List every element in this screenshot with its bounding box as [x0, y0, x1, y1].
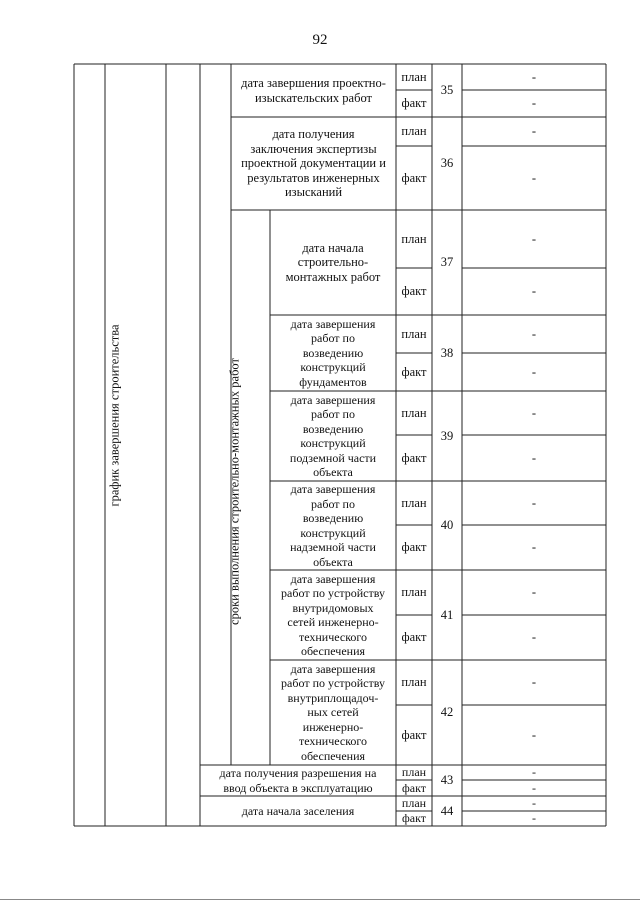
row-43-plan-value: - [532, 765, 536, 780]
row-44-fact-value: - [532, 811, 536, 826]
row-43-number: 43 [440, 773, 454, 788]
row-36-description: дата получения заключения экспертизы проектной документации и результатов инженерных изысканий [241, 127, 386, 200]
row-38-number: 38 [440, 345, 454, 360]
row-41-description: дата завершения работ по устройству внутридомовых сетей инженерно- технического обеспечения [281, 571, 385, 658]
row-41-fact-label: факт [401, 630, 427, 645]
row-39-plan-value: - [531, 405, 537, 420]
row-41-plan-value: - [531, 585, 537, 600]
row-42-fact-value: - [531, 727, 537, 742]
row-44-plan-value: - [532, 796, 536, 811]
row-42-description: дата завершения работ по устройству внутриплощадоч- ных сетей инженерно- технического обеспечения [281, 661, 385, 763]
row-35-fact-label: факт [401, 96, 427, 111]
row-36-fact-label: факт [401, 170, 427, 185]
row-40-plan-label: план [401, 495, 427, 510]
row-44-description: дата начала заселения [241, 803, 355, 818]
row-40-fact-label: факт [401, 540, 427, 555]
row-35-plan-label: план [401, 69, 427, 84]
row-38-plan-value: - [531, 326, 537, 341]
row-37-plan-value: - [531, 231, 537, 246]
row-40-description: дата завершения работ по возведению конструкций надземной части объекта [290, 482, 376, 569]
row-41-plan-label: план [401, 585, 427, 600]
row-43-plan-label: план [401, 765, 427, 780]
row-38-description: дата завершения работ по возведению конструкций фундаментов [290, 316, 376, 389]
row-35-plan-value: - [531, 69, 537, 84]
row-35-fact-value: - [531, 96, 537, 111]
row-43-fact-value: - [532, 780, 536, 795]
row-39-fact-value: - [531, 450, 537, 465]
row-42-plan-label: план [401, 675, 427, 690]
row-38-fact-label: факт [401, 364, 427, 379]
row-39-number: 39 [440, 428, 454, 443]
row-36-plan-value: - [531, 124, 537, 139]
bottom-rule [0, 899, 640, 900]
row-40-number: 40 [440, 518, 454, 533]
row-43-fact-label: факт [401, 780, 427, 795]
row-36-plan-label: план [401, 124, 427, 139]
row-43-description: дата получения разрешения на ввод объекта в эксплуатацию [219, 766, 377, 795]
row-41-fact-value: - [531, 630, 537, 645]
schedule-group-label: график завершения строительства [107, 324, 122, 507]
row-36-number: 36 [440, 156, 454, 171]
row-39-description: дата завершения работ по возведению конструкций подземной части объекта [289, 392, 377, 479]
row-35-description: дата завершения проектно- изыскательских работ [241, 76, 386, 105]
row-39-fact-label: факт [401, 450, 427, 465]
row-40-plan-value: - [531, 495, 537, 510]
row-42-fact-label: факт [401, 727, 427, 742]
row-44-plan-label: план [401, 796, 427, 811]
row-41-number: 41 [440, 607, 454, 622]
row-38-plan-label: план [401, 326, 427, 341]
row-37-fact-label: факт [401, 284, 427, 299]
row-37-number: 37 [440, 255, 454, 270]
construction-terms-group-label: сроки выполнения строительно-монтажных работ [227, 358, 242, 625]
row-44-number: 44 [440, 803, 454, 818]
row-44-fact-label: факт [401, 811, 427, 826]
row-40-fact-value: - [531, 540, 537, 555]
row-37-description: дата начала строительно- монтажных работ [285, 240, 381, 284]
page-number: 92 [312, 32, 328, 48]
row-42-number: 42 [440, 705, 454, 720]
row-36-fact-value: - [531, 170, 537, 185]
row-35-number: 35 [440, 83, 454, 98]
row-38-fact-value: - [531, 364, 537, 379]
row-39-plan-label: план [401, 405, 427, 420]
row-42-plan-value: - [531, 675, 537, 690]
row-37-fact-value: - [531, 284, 537, 299]
row-37-plan-label: план [401, 231, 427, 246]
